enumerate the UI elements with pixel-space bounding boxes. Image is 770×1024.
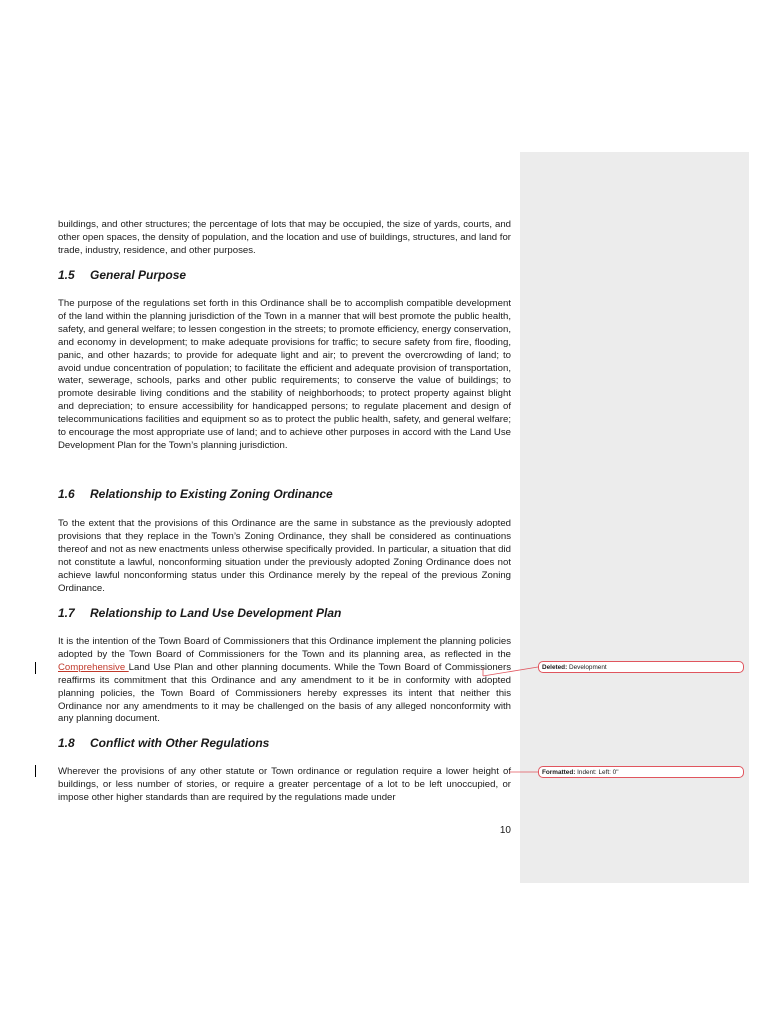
section-body-1-6: To the extent that the provisions of this Ordinance are the same in substance as the previously adopted provisions that they replace in the Town’s Zoning Ordinance, they shall be considered as continuations thereof and not as new enactments unless otherwise specifically provided. In particular, a situation that did not constitute a lawful, nonconforming situation under the previously adopted Zoning Ordinance does not achieve lawful nonconforming status under this Ordinance merely by the repeal of the previous Zoning Ordinance.: [58, 518, 511, 594]
tracked-insertion[interactable]: Comprehensive: [58, 661, 129, 673]
comment-text: Development: [569, 664, 607, 671]
section-body-1-8: Wherever the provisions of any other statute or Town ordinance or regulation require a lower height of buildings, or less number of stories, or require a greater percentage of a lot to be left unoccupied, or impose other higher standards than are required by the regulations made under: [58, 766, 511, 803]
comment-balloon-formatted[interactable]: [538, 766, 744, 778]
body-text-part: Land Use Plan and other planning documents. While the Town Board of Commissioners reaffirms its commitment that this Ordinance and any amendment to it be in conformity with adopted planning policies, the Town Board of Commissioners hereby expresses its intent that neither this Ordinance nor any amendments to it may be challenged on the basis of any alleged nonconformity with any planning document.: [58, 661, 511, 725]
section-title: General Purpose: [90, 268, 187, 282]
body-text-part: It is the intention of the Town Board of Commissioners that this Ordinance implement the planning policies adopted by the Town Board of Commissioners for the Town and its planning area, as reflected in the: [58, 636, 511, 660]
section-body-1-5: The purpose of the regulations set forth in this Ordinance shall be to accomplish compatible development of the land within the planning jurisdiction of the Town in a manner that will best promote the public health, safety, and general welfare; to lessen congestion in the streets; to promote efficiency, energy conservation, and economy in development; to make adequate provisions for traffic; to secure safety from fire, flooding, panic, and other hazards; to provide for adequate light and air; to prevent the overcrowding of land; to avoid undue concentration of population; to facilitate the efficient and adequate provision of transportation, water, sewerage, schools, parks and other public requirements; to conserve the value of buildings; to promote desirable living conditions and the stability of neighborhoods; to protect property against blight and depreciation; to ensure accessibility for handicapped persons; to regulate placement and design of telecommunications facilities and equipment so as to protect the public health, safety, and general welfare; to encourage the most appropriate use of land; and to achieve other purposes in accord with the Land Use Development Plan for the Town’s planning jurisdiction.: [58, 298, 511, 451]
section-title: Relationship to Land Use Development Plan: [90, 606, 342, 620]
intro-paragraph: buildings, and other structures; the percentage of lots that may be occupied, the size of yards, courts, and other open spaces, the density of population, and the location and use of buildings, structures, and land for trade, industry, residence, and other purposes.: [58, 219, 511, 256]
section-number: 1.5: [58, 268, 75, 282]
comment-label: Deleted:: [542, 664, 568, 671]
section-title: Conflict with Other Regulations: [90, 736, 270, 750]
section-number: 1.8: [58, 736, 75, 750]
comment-balloon-deleted[interactable]: [538, 661, 744, 673]
section-number: 1.6: [58, 487, 75, 501]
comment-label: Formatted:: [542, 769, 576, 776]
section-number: 1.7: [58, 606, 75, 620]
section-title: Relationship to Existing Zoning Ordinance: [90, 487, 333, 501]
page-number: 10: [499, 825, 511, 836]
comment-text: Indent: Left: 0": [577, 769, 619, 776]
